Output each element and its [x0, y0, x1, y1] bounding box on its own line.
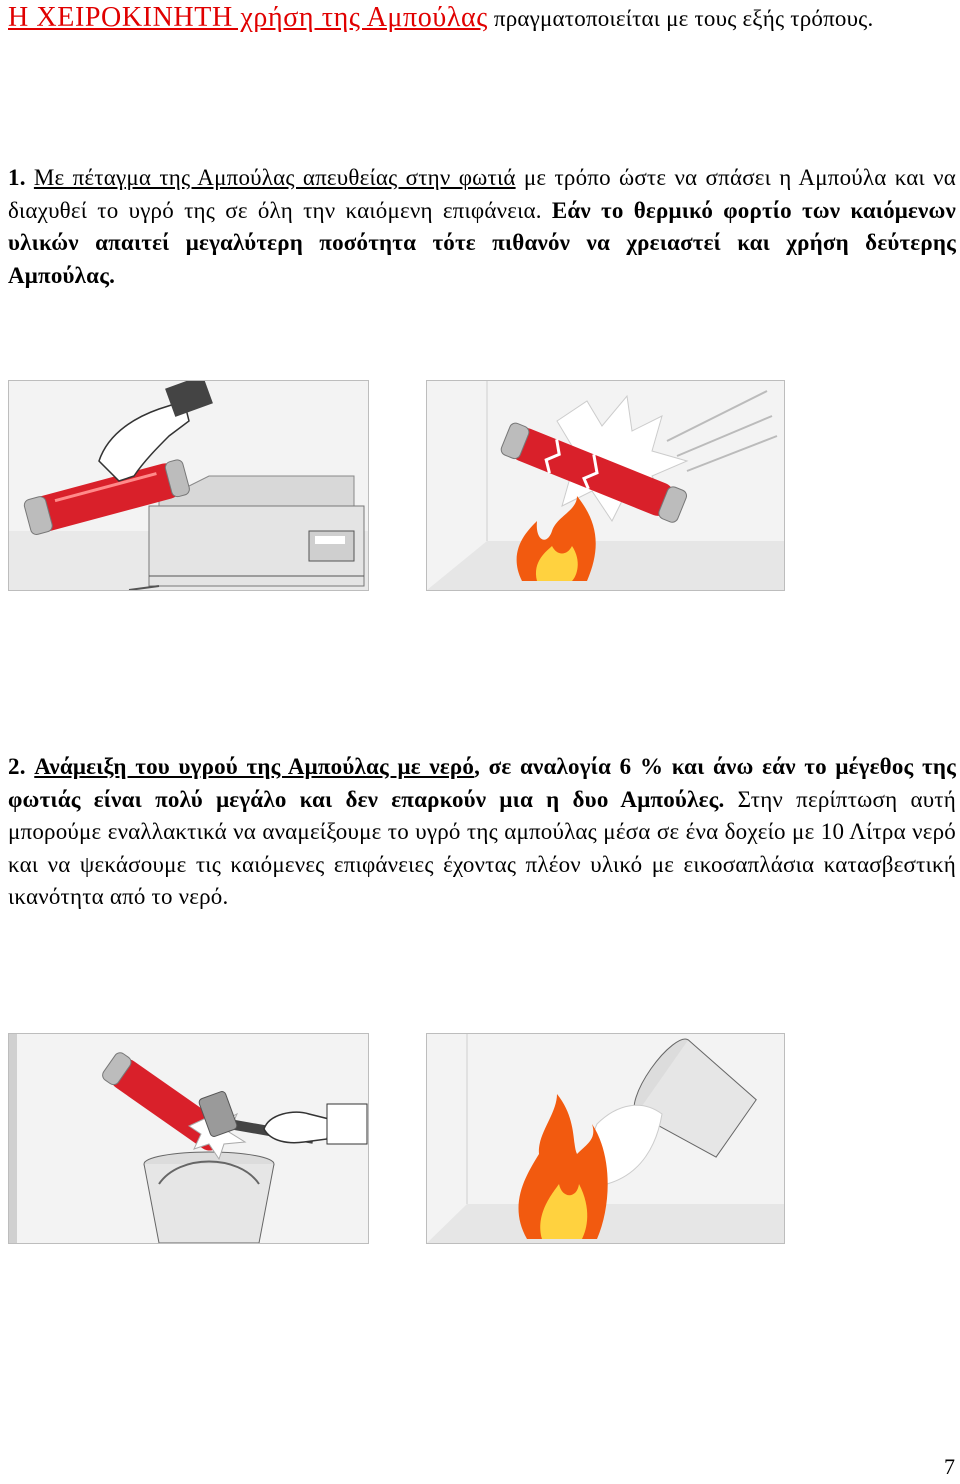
- figure-hammer-ampoule-bucket: [8, 1033, 369, 1244]
- method-2-paragraph: [8, 751, 956, 914]
- method-1-paragraph: [8, 162, 956, 292]
- method-1-title: Με πέταγμα της Αμπούλας απευθείας στην φωτιά: [33, 165, 516, 190]
- heading-paragraph: [8, 2, 956, 36]
- method-2-text: Στην περίπτωση αυτή μπορούμε εναλλακτικά να αναμείξουμε το υγρό της αμπούλας μέσα σε ένα δοχείο με 10 Λίτρα νερό και να ψεκάσουμε τις καιόμενες επιφάνειες έχοντας πλέον υλικό με εικοσαπλάσια κατασβεστική ικανότητα από το νερό.: [8, 786, 956, 909]
- method-1-text: με τρόπο ώστε να σπάσει η Αμπούλα και να διαχυθεί το υγρό της σε όλη την καιόμενη επιφάνεια.: [8, 165, 957, 223]
- page-number: 7: [944, 1454, 955, 1479]
- heading-rest: πραγματοποιείται με τους εξής τρόπους.: [487, 6, 874, 31]
- figure-bucket-pouring-fire: [426, 1033, 785, 1244]
- figure-hand-ampoule-printer: [8, 380, 369, 591]
- figure-ampoule-shattering-fire: [426, 380, 785, 591]
- method-1-text-bold: Εάν το θερμικό φορτίο των καιόμενων υλικών απαιτεί μεγαλύτερη ποσότητα τότε πιθανόν να χρειαστεί και χρήση δεύτερης Αμπούλας.: [8, 197, 957, 288]
- method-2-number: 2.: [8, 754, 26, 779]
- method-2-text-bold: , σε αναλογία 6 % και άνω εάν το μέγεθος της φωτιάς είναι πολύ μεγάλο και δεν επαρκούν μια η δυο Αμπούλες.: [8, 754, 956, 812]
- method-1-number: 1.: [8, 165, 26, 190]
- method-2-title: Ανάμειξη του υγρού της Αμπούλας με νερό: [34, 754, 475, 779]
- heading-title: Η ΧΕΙΡΟΚΙΝΗΤΗ χρήση της Αμπούλας: [8, 2, 488, 33]
